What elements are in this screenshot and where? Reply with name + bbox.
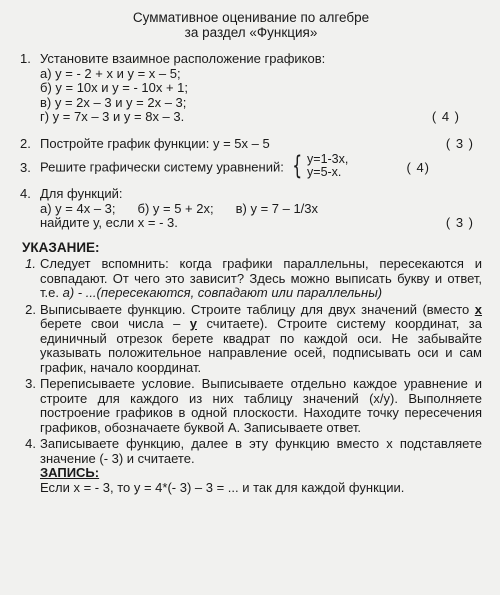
function-variants — [40, 202, 482, 217]
hint-text: Выписываете функцию. Строите таблицу для двух значений (вместо — [40, 301, 475, 317]
task-text: Постройте график функции: у = 5х – 5 — [40, 135, 270, 151]
task-text: Решите графически систему уравнений: — [40, 159, 284, 175]
hint-list — [20, 257, 482, 495]
title-line-1: Суммативное оценивание по алгебре — [132, 10, 370, 25]
task-item: в) у = 2х – 3 и у = 2х – 3; — [40, 94, 187, 110]
hint-number: 2. — [25, 301, 36, 317]
equation-system — [289, 153, 348, 179]
hint-number: 1. — [25, 256, 36, 271]
hint-1 — [20, 257, 482, 301]
task-number: 2. — [20, 135, 31, 151]
function-variant: а) у = 4х – 3; — [40, 200, 116, 216]
task-item: г) у = 7х – 3 и у = 8х – 3. — [40, 109, 185, 124]
function-variant: б) у = 5 + 2х; — [137, 200, 214, 216]
task-score: ( 3 ) — [445, 215, 474, 230]
record-text: Если х = - 3, то у = 4*(- 3) – 3 = ... и так для каждой функции. — [40, 479, 405, 495]
record-label: ЗАПИСЬ: — [40, 465, 100, 480]
function-variant: в) у = 7 – 1/3х — [235, 200, 319, 216]
hint-text: Записываете функцию, далее в эту функцию вместо х подставляете значение (- 3) и считаете. — [40, 436, 482, 466]
task-text: Для функций: — [40, 186, 123, 201]
task-number: 3. — [20, 159, 31, 175]
task-2 — [20, 137, 482, 152]
hint-2 — [20, 303, 482, 376]
brace-icon: { — [292, 151, 303, 181]
hints-title: УКАЗАНИЕ: — [22, 239, 100, 255]
task-score: ( 4) — [406, 160, 430, 175]
title-line-2: за раздел «Функция» — [184, 25, 318, 40]
hint-text: берете свои числа – — [40, 316, 190, 331]
task-3 — [20, 151, 482, 181]
task-list — [20, 52, 482, 231]
task-1 — [20, 52, 482, 125]
task-score: ( 4 ) — [431, 109, 460, 124]
task-item: а) у = - 2 + х и у = х – 5; — [40, 65, 181, 81]
task-text: Установите взаимное расположение графиков: — [40, 51, 326, 66]
task-number: 1. — [20, 51, 31, 66]
task-score: ( 3 ) — [445, 135, 474, 151]
hint-text: считаете). Строите систему координат, за единичный отрезок берете квадрат по каждой оси. Не забывайте указывать положительное направление осей, подписывать оси и сам график, начало координат. — [40, 316, 482, 375]
system-equation: у=1-3х, — [307, 152, 349, 166]
system-equation: у=5-х. — [307, 165, 342, 179]
variable-y: у — [189, 316, 197, 331]
hint-3 — [20, 377, 482, 435]
hint-italic-note: а) - ...(пересекаются, совпадают или параллельны) — [62, 285, 383, 300]
task-4 — [20, 187, 482, 231]
hint-text: Переписываете условие. Выписываете отдельно каждое уравнение и строите для каждого из них таблицу значений (х/у). Выполняете построение графиков в одной плоскости. Находите точку пересечения графиков, обозначаете буквой А. Записываете ответ. — [40, 376, 482, 435]
hint-number: 3. — [25, 376, 36, 391]
hint-4 — [20, 437, 482, 495]
task-footer: найдите у, если х = - 3. — [40, 215, 178, 230]
page-title — [20, 10, 482, 40]
task-item: б) у = 10х и у = - 10х + 1; — [40, 80, 189, 95]
task-number: 4. — [20, 186, 31, 201]
hint-text: Следует вспомнить: когда графики параллельны, пересекаются и совпадают. От чего это зависит? Здесь можно выписать букву и ответ, т.е. — [40, 256, 482, 300]
hint-number: 4. — [25, 436, 36, 451]
variable-x: х — [474, 301, 482, 317]
